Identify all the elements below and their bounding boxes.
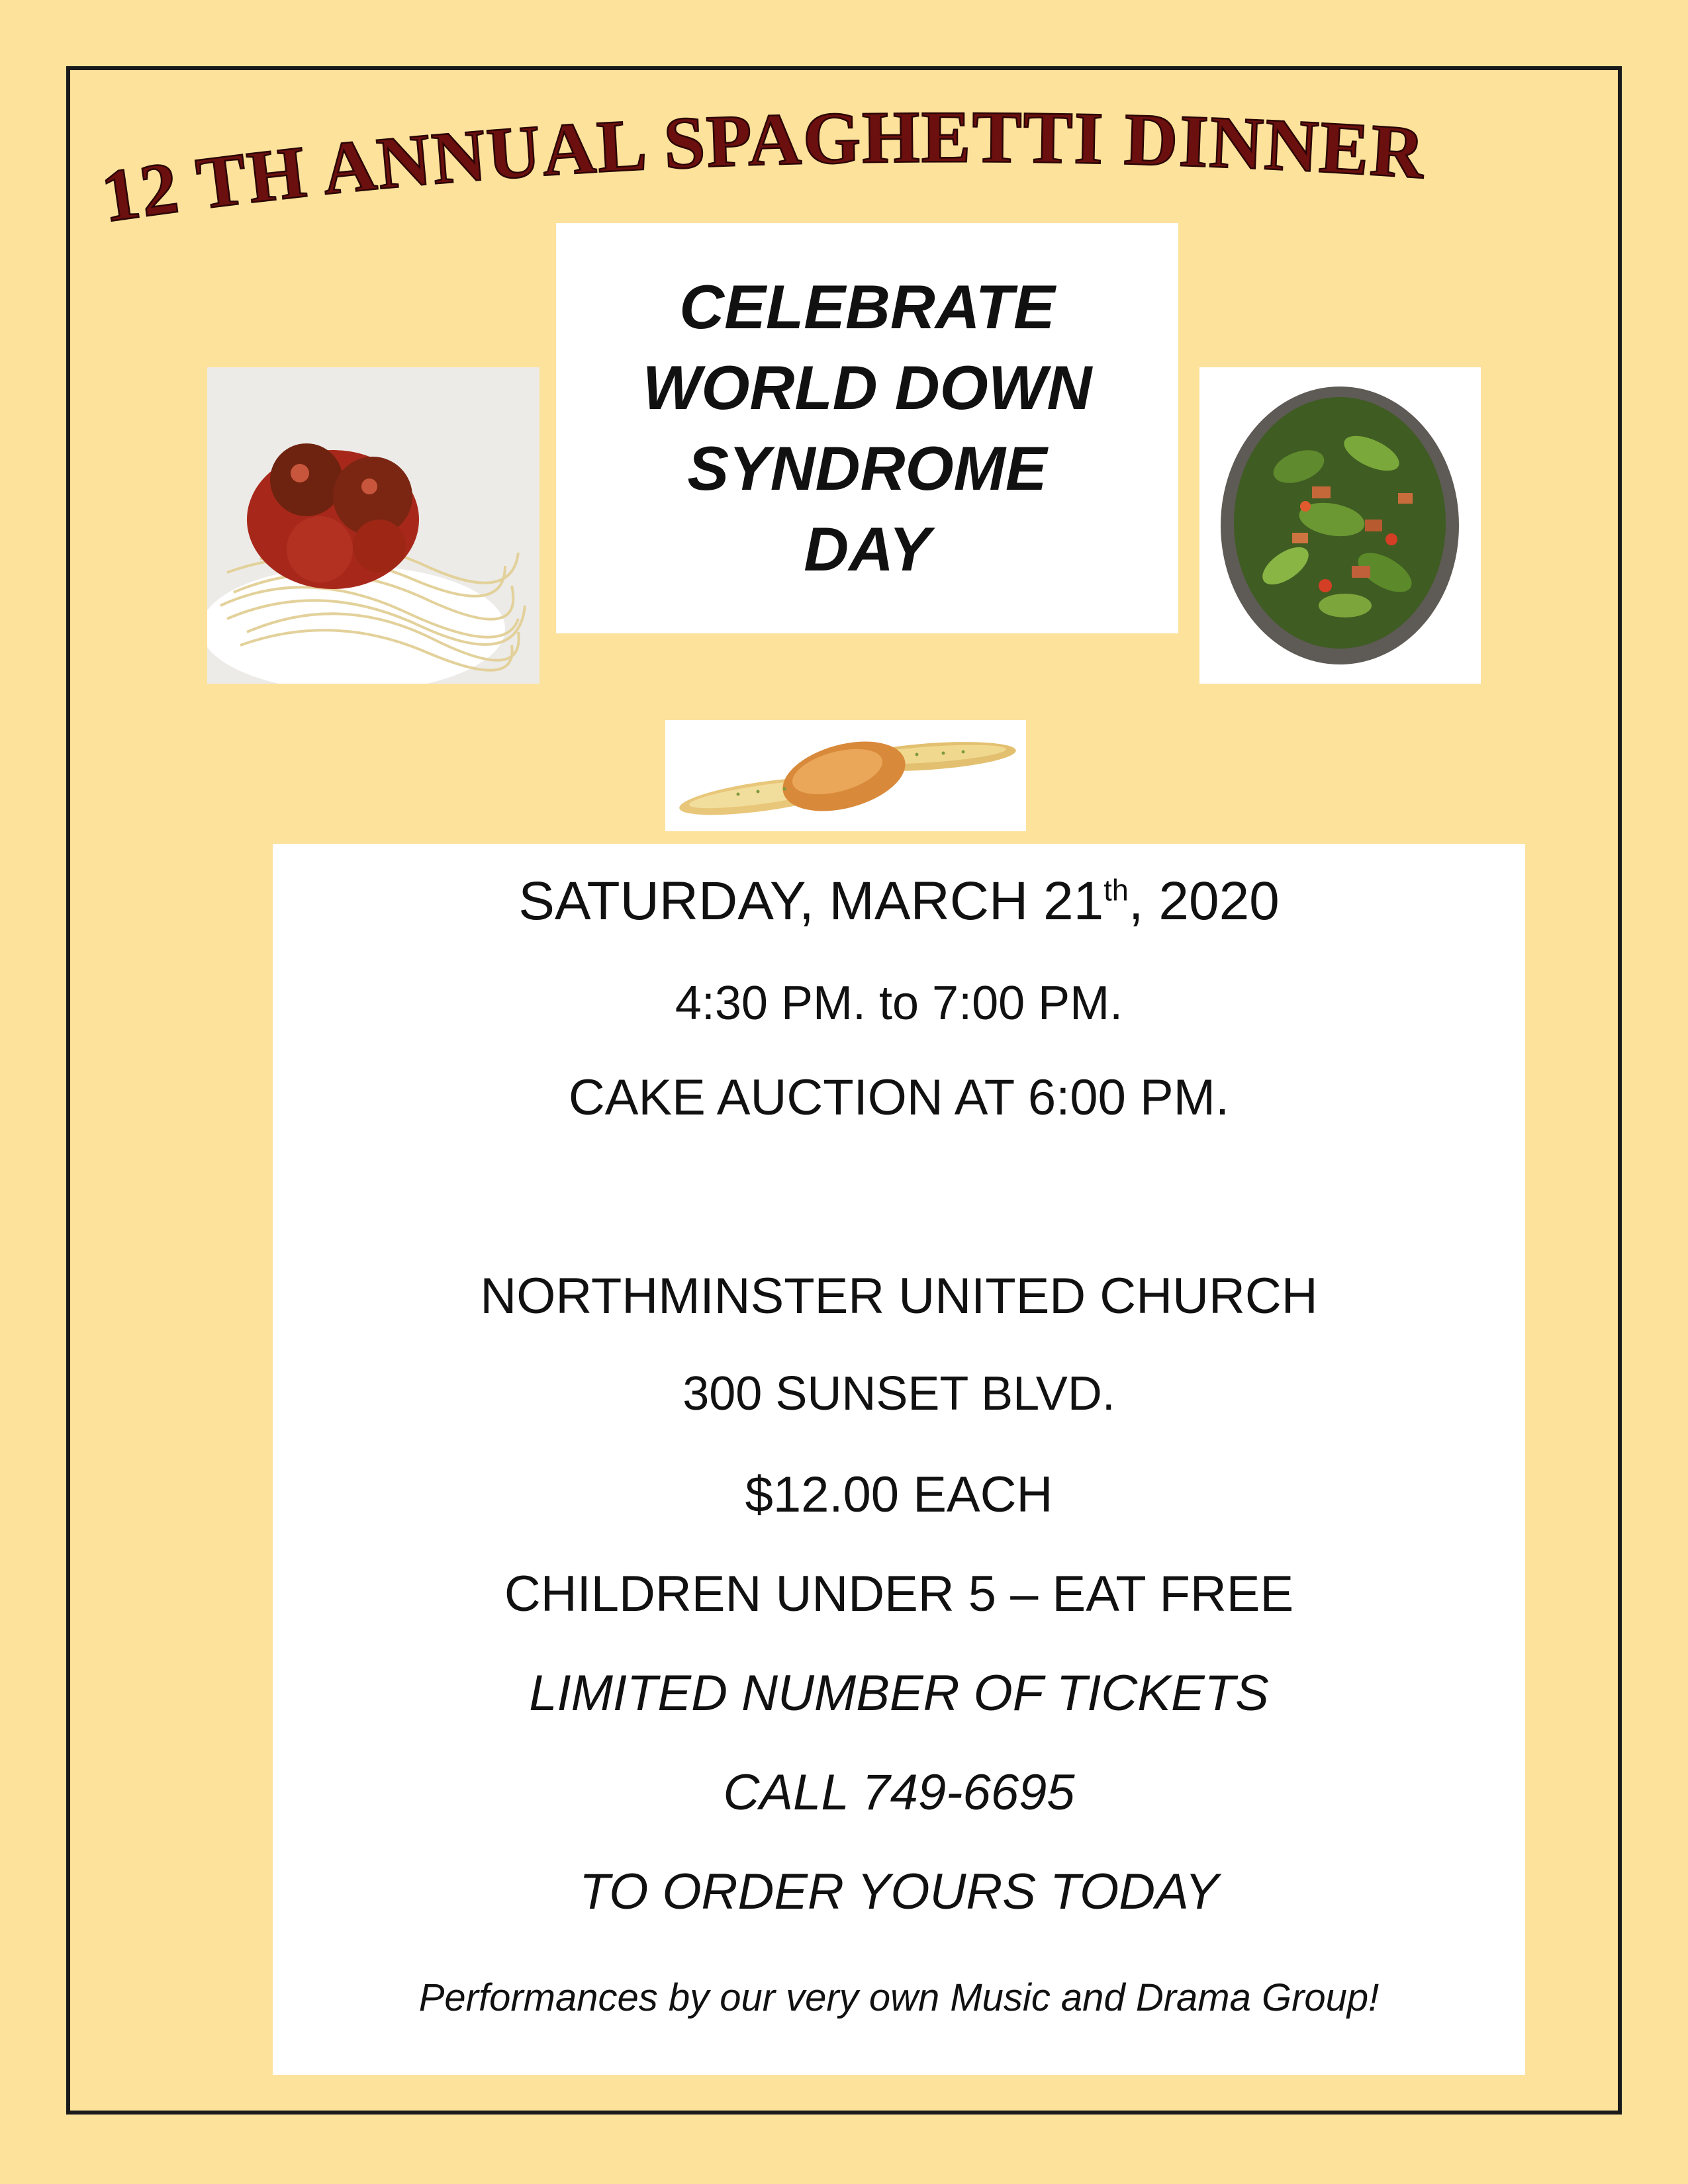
- ticket-price: $12.00 EACH: [745, 1467, 1053, 1523]
- spaghetti-photo: [207, 367, 539, 684]
- order-note: TO ORDER YOURS TODAY: [579, 1864, 1219, 1920]
- garlic-bread-photo: [665, 720, 1026, 831]
- celebrate-panel: [556, 223, 1178, 633]
- salad-photo: [1199, 367, 1481, 684]
- celebrate-line-1: CELEBRATE: [679, 272, 1055, 341]
- limited-tickets: LIMITED NUMBER OF TICKETS: [529, 1665, 1269, 1721]
- children-note: CHILDREN UNDER 5 – EAT FREE: [504, 1566, 1294, 1622]
- event-time: 4:30 PM. to 7:00 PM.: [675, 977, 1123, 1030]
- celebrate-line-2: WORLD DOWN: [642, 353, 1092, 422]
- event-date: SATURDAY, MARCH 21th, 2020: [518, 871, 1280, 931]
- performances-note: Performances by our very own Music and Drama Group!: [418, 1976, 1380, 2019]
- svg-text:12 TH ANNUAL SPAGHETTI DINNER: [97, 96, 1428, 238]
- event-details-panel: [273, 844, 1525, 2075]
- call-number: CALL 749-6695: [723, 1764, 1075, 1821]
- venue-address: 300 SUNSET BLVD.: [682, 1367, 1115, 1420]
- event-title: 12 TH ANNUAL SPAGHETTI DINNER: [96, 96, 1429, 238]
- celebrate-line-4: DAY: [804, 514, 931, 584]
- celebrate-line-3: SYNDROME: [687, 433, 1047, 503]
- title-banner: [73, 79, 1615, 245]
- cake-auction: CAKE AUCTION AT 6:00 PM.: [568, 1069, 1230, 1126]
- venue-name: NORTHMINSTER UNITED CHURCH: [480, 1268, 1318, 1324]
